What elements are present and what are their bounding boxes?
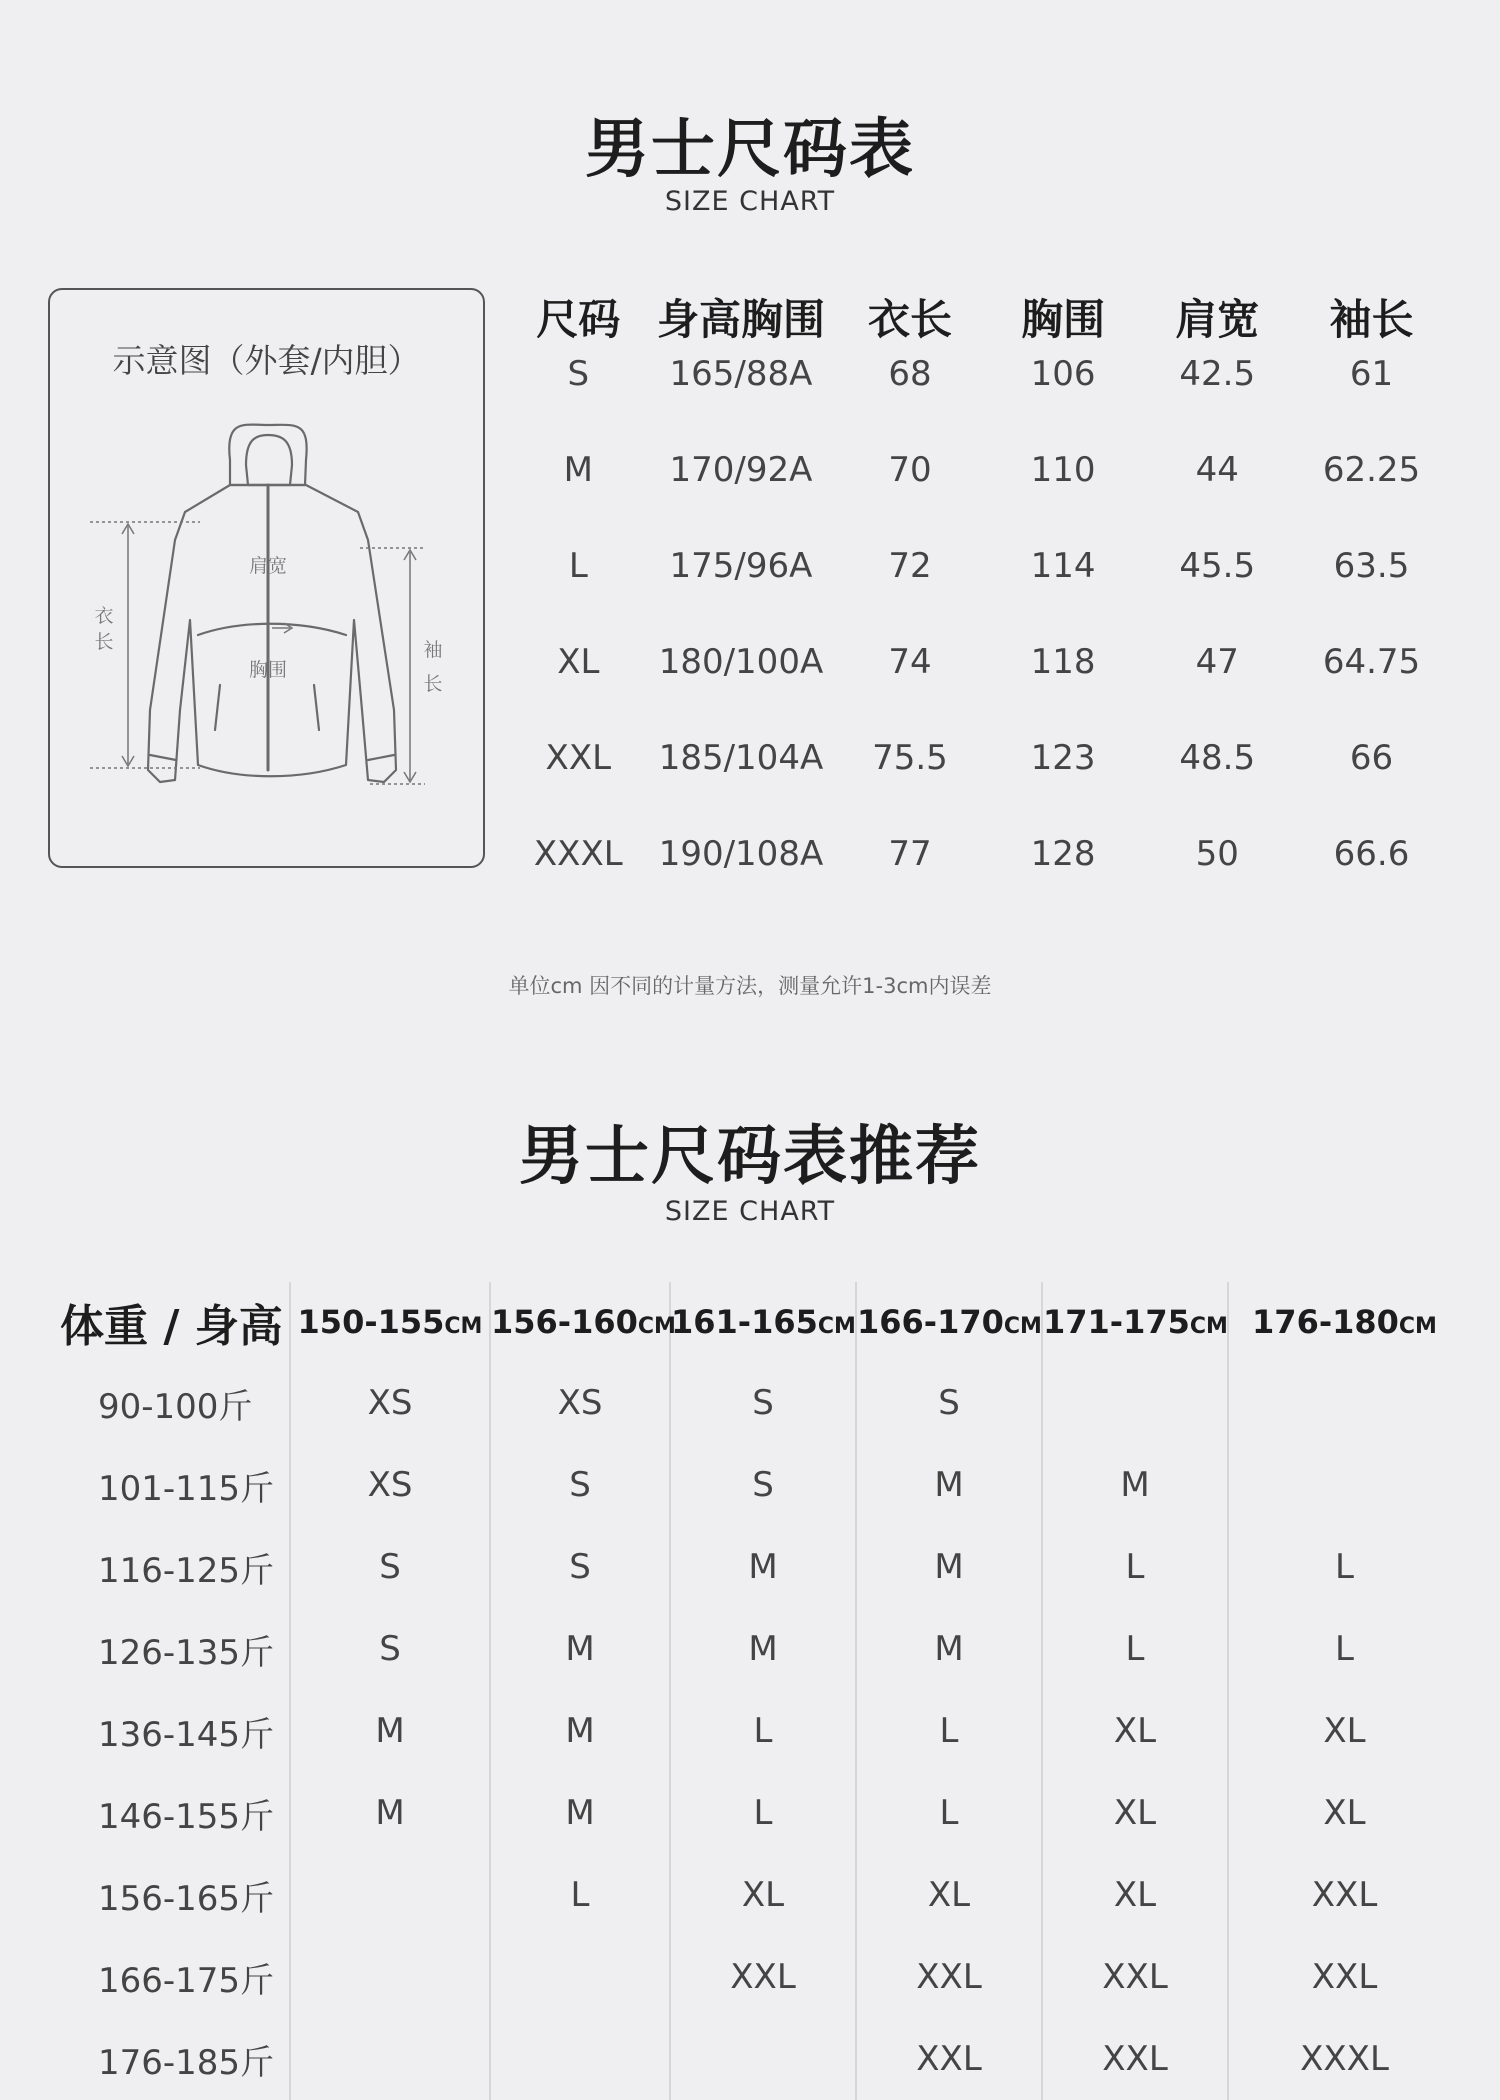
table-cell: 44 [1195,450,1239,490]
size-cell: XXL [1228,1854,1460,1936]
table-cell: 106 [1030,354,1096,394]
height-header: 150-155CM [290,1282,490,1362]
size-cell: S [290,1608,490,1690]
table-row [60,2018,1460,2100]
label-length-1: 衣 [94,605,114,627]
table-row [60,1444,1460,1526]
size-cell: XL [1228,1772,1460,1854]
weight-cell: 146-155斤 [98,1796,275,1837]
table-cell: 64.75 [1322,642,1421,682]
size-table [516,282,1456,902]
size-chart-title: 男士尺码表 [585,113,915,187]
size-cell: M [670,1608,856,1690]
size-cell [290,1854,490,1936]
height-header: 161-165CM [670,1282,856,1362]
size-cell: L [670,1690,856,1772]
size-table-header [516,282,1456,352]
size-cell: L [1042,1526,1228,1608]
label-shoulder: 肩宽 [248,555,288,577]
size-cell: XS [490,1362,670,1444]
size-cell: S [490,1444,670,1526]
size-cell: XXL [856,2018,1042,2100]
size-cell: L [856,1690,1042,1772]
size-cell [1042,1362,1228,1444]
header-cell: 身高胸围 [656,295,825,344]
size-cell: M [670,1526,856,1608]
size-cell: L [670,1772,856,1854]
height-header: 156-160CM [490,1282,670,1362]
weight-cell: 90-100斤 [98,1386,253,1427]
size-cell: L [1228,1526,1460,1608]
table-cell: 185/104A [658,738,824,778]
table-cell: L [568,546,588,586]
table-row [60,1690,1460,1772]
table-cell: 77 [888,834,932,874]
table-cell: M [563,450,593,490]
corner-header: 体重 / 身高 [60,1301,283,1352]
size-cell: M [290,1690,490,1772]
jacket-diagram [48,288,485,868]
size-cell: M [856,1444,1042,1526]
table-cell: 70 [888,450,932,490]
table-row [516,422,1456,518]
size-cell: S [670,1444,856,1526]
label-chest: 胸围 [248,659,288,681]
label-sleeve-2: 长 [423,673,443,695]
table-cell: 50 [1195,834,1239,874]
size-cell: M [490,1772,670,1854]
weight-cell: 126-135斤 [98,1632,275,1673]
size-cell [290,2018,490,2100]
table-cell: 42.5 [1179,354,1256,394]
size-cell: L [1042,1608,1228,1690]
table-cell: 110 [1030,450,1096,490]
table-cell: 61 [1349,354,1394,394]
table-cell: XXL [545,738,612,778]
table-cell: 66.6 [1333,834,1410,874]
size-cell [490,1936,670,2018]
size-cell: XXL [856,1936,1042,2018]
size-cell [1228,1444,1460,1526]
recommendation-subtitle: SIZE CHART [664,1196,836,1227]
weight-cell: 101-115斤 [98,1468,275,1509]
size-cell: M [1042,1444,1228,1526]
table-cell: 68 [888,354,932,394]
size-cell: XS [290,1362,490,1444]
size-cell: S [670,1362,856,1444]
table-cell: 75.5 [872,738,948,778]
size-cell: XXL [1228,1936,1460,2018]
weight-cell: 136-145斤 [98,1714,275,1755]
table-cell: 175/96A [669,546,813,586]
size-cell: M [856,1526,1042,1608]
table-row [516,710,1456,806]
size-cell: L [490,1854,670,1936]
table-cell: 114 [1030,546,1096,586]
weight-cell: 116-125斤 [98,1550,275,1591]
size-cell: XXL [670,1936,856,2018]
label-length-2: 长 [94,631,114,653]
size-cell: M [290,1772,490,1854]
header-cell: 尺码 [536,295,621,344]
table-cell: 190/108A [658,834,824,874]
size-cell: XL [670,1854,856,1936]
recommendation-table [60,1282,1460,2100]
diagram-caption: 示意图（外套/内胆） [112,341,421,380]
size-chart-subtitle: SIZE CHART [664,186,836,217]
table-cell: 128 [1030,834,1096,874]
size-cell: S [290,1526,490,1608]
size-cell [490,2018,670,2100]
table-row [516,806,1456,902]
table-row [60,1772,1460,1854]
table-cell: 66 [1349,738,1394,778]
table-cell: XL [557,642,600,682]
size-cell: M [856,1608,1042,1690]
header-cell: 胸围 [1021,295,1106,344]
size-cell [1228,1362,1460,1444]
size-cell: XL [1042,1690,1228,1772]
table-cell: S [567,354,590,394]
table-cell: 62.25 [1322,450,1421,490]
table-row [60,1854,1460,1936]
size-cell [290,1936,490,2018]
table-cell: 118 [1030,642,1096,682]
recommendation-title: 男士尺码表推荐 [519,1120,981,1194]
size-cell: XXXL [1228,2018,1460,2100]
size-cell: XL [1042,1854,1228,1936]
size-cell: XL [1042,1772,1228,1854]
height-header: 171-175CM [1042,1282,1228,1362]
table-row [60,1526,1460,1608]
header-cell: 肩宽 [1175,295,1260,344]
size-cell: XL [1228,1690,1460,1772]
label-sleeve-1: 袖 [423,639,443,661]
table-cell: 47 [1195,642,1239,682]
size-cell: M [490,1690,670,1772]
jacket-illustration [50,290,487,870]
size-cell: S [490,1526,670,1608]
table-cell: 72 [888,546,932,586]
size-cell: L [856,1772,1042,1854]
table-cell: 180/100A [658,642,824,682]
header-cell: 袖长 [1329,295,1414,344]
size-cell: M [490,1608,670,1690]
table-row [60,1362,1460,1444]
weight-cell: 176-185斤 [98,2042,275,2083]
table-row [516,518,1456,614]
table-cell: 48.5 [1179,738,1256,778]
table-cell: 165/88A [669,354,813,394]
height-header: 176-180CM [1228,1282,1460,1362]
table-row [60,1608,1460,1690]
size-cell: XS [290,1444,490,1526]
weight-cell: 156-165斤 [98,1878,275,1919]
rec-header-row [60,1282,1460,1362]
size-cell: L [1228,1608,1460,1690]
table-cell: 45.5 [1179,546,1256,586]
table-row [516,614,1456,710]
table-cell: 170/92A [669,450,813,490]
measurement-note: 单位cm 因不同的计量方法，测量允许1-3cm内误差 [508,974,992,998]
table-cell: 63.5 [1333,546,1410,586]
table-cell: 123 [1030,738,1096,778]
weight-cell: 166-175斤 [98,1960,275,2001]
size-cell: XL [856,1854,1042,1936]
table-cell: XXXL [533,834,623,874]
table-row [516,352,1456,422]
size-cell [670,2018,856,2100]
table-cell: 74 [888,642,932,682]
header-cell: 衣长 [867,295,952,344]
height-header: 166-170CM [856,1282,1042,1362]
size-cell: XXL [1042,1936,1228,2018]
size-cell: S [856,1362,1042,1444]
size-cell: XXL [1042,2018,1228,2100]
table-row [60,1936,1460,2018]
